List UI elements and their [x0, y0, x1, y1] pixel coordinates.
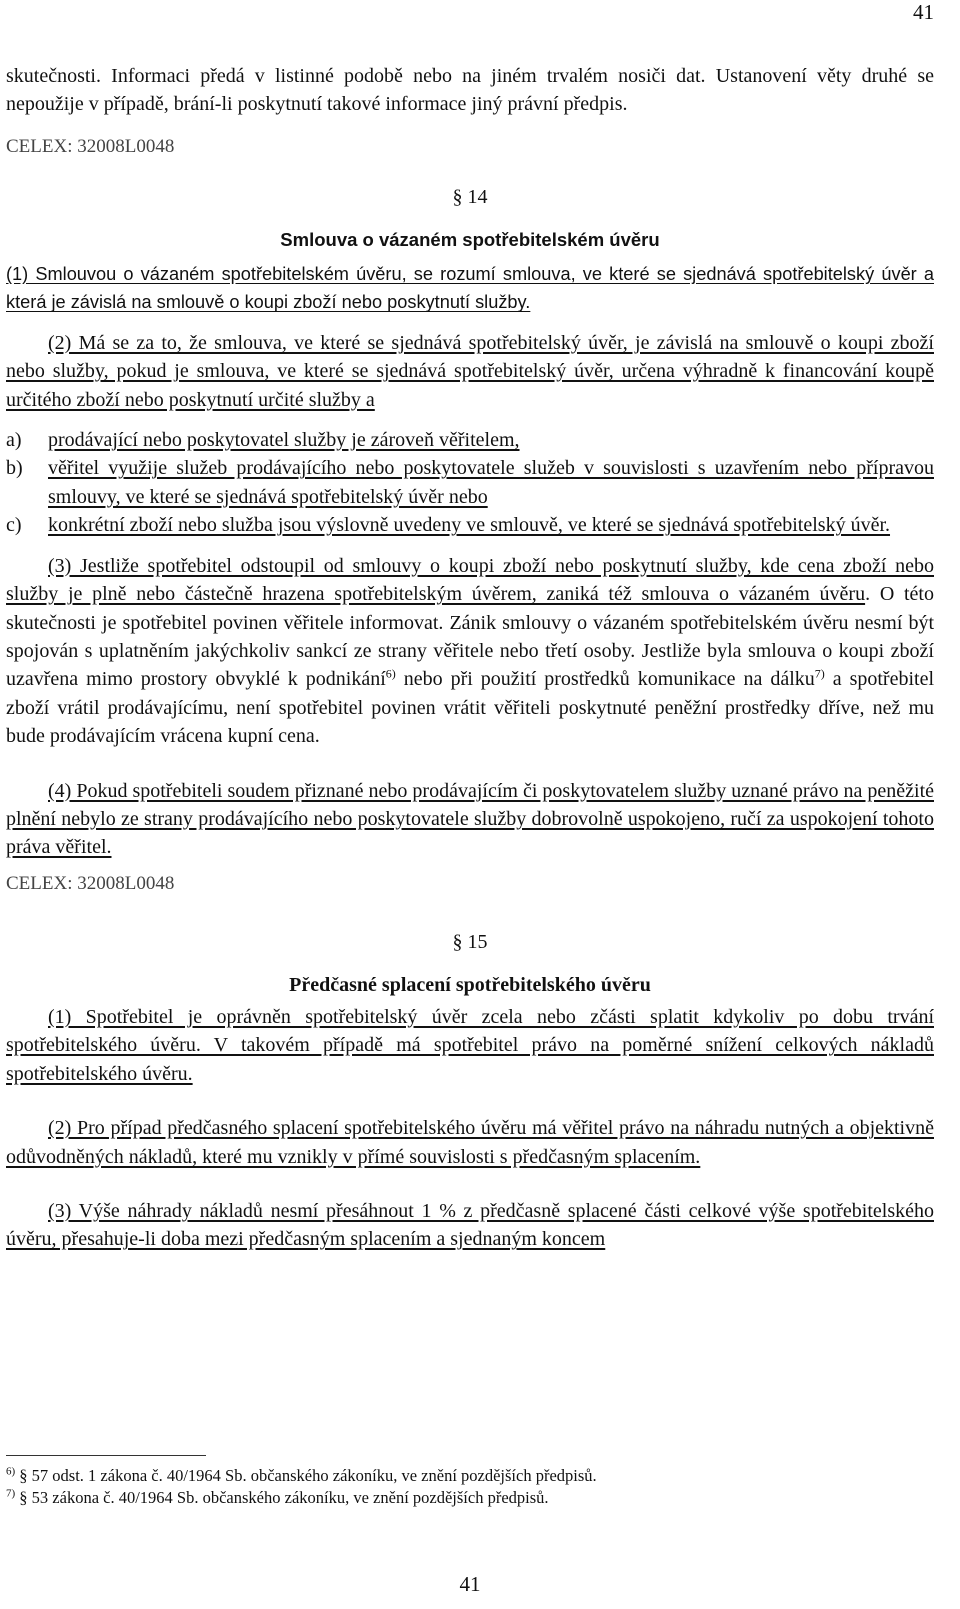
section-14-title: Smlouva o vázaném spotřebitelském úvěru	[280, 228, 660, 250]
page-number-top: 41	[913, 0, 934, 24]
celex-reference: CELEX: 32008L0048	[6, 135, 175, 157]
page-number-bottom: 41	[459, 1572, 481, 1596]
section-14-number: § 14	[452, 186, 488, 209]
footnote-text: § 57 odst. 1 zákona č. 40/1964 Sb. občanského zákoníku, ve znění pozdějších předpisů.	[19, 1466, 597, 1485]
s14-paragraph-4: (4) Pokud spotřebiteli soudem přiznané nebo prodávajícím či poskytovatelem služby uznané právo na peněžité plnění nebylo ze strany prodávajícího nebo poskytovatele služby dobrovolně uspokojeno, ručí za uspokojení tohoto práva věřitel.	[6, 779, 934, 859]
s14-p3-text-b: nebo při použití prostředků komunikace na dálku	[395, 668, 815, 691]
s14-p3-text-a: . O této skutečnosti je spotřebitel povinen věřitele informovat. Zánik smlouvy o vázaném spotřebitelském úvěru nesmí být spojován s uplatněním jakýchkoliv sankcí ze strany věřitele nebo třetí osoby. Jestliže byla smlouva o koupi zboží uzavřena mimo prostory obvyklé k podnikání	[6, 583, 934, 691]
footnote-6	[6, 1465, 934, 1487]
list-item	[6, 454, 934, 511]
s14-paragraph-1	[6, 260, 934, 317]
intro-paragraph: skutečnosti. Informaci předá v listinné podobě nebo na jiném trvalém nosiči dat. Ustanovení věty druhé se nepoužije v případě, brání-li poskytnutí takové informace jiný právní předpis.	[6, 65, 934, 116]
s14-paragraph-2: (2) Má se za to, že smlouva, ve které se sjednává spotřebitelský úvěr, je závislá na smlouvě o koupi zboží nebo služby, pokud je smlouva, ve které se sjednává spotřebitelský úvěr, určena výhradně k financování koupě určitého zboží nebo poskytnutí určité služby a	[6, 331, 934, 411]
s15-paragraph-2: (2) Pro případ předčasného splacení spotřebitelského úvěru má věřitel právo na náhradu nutných a objektivně odůvodněných nákladů, které mu vznikly v přímé souvislosti s předčasným splacením.	[6, 1117, 934, 1168]
list-item	[6, 426, 934, 454]
document-body	[6, 62, 934, 1254]
list-item-text: věřitel využije služeb prodávajícího nebo poskytovatele služeb v souvislosti s uzavřením nebo přípravou smlouvy, ve které se sjednává spotřebitelský úvěr nebo	[48, 457, 934, 508]
footnote-mark: 7)	[6, 1487, 16, 1500]
footnotes	[6, 1465, 934, 1509]
footnote-divider	[6, 1455, 206, 1456]
footnote-7	[6, 1487, 934, 1509]
section-15-number: § 15	[452, 931, 488, 954]
s15-paragraph-1: (1) Spotřebitel je oprávněn spotřebitelský úvěr zcela nebo zčásti splatit kdykoliv po dobu trvání spotřebitelského úvěru. V takovém případě má spotřebitel právo na poměrné snížení celkových nákladů spotřebitelského úvěru.	[6, 1005, 934, 1085]
s14-p3-underlined: (3) Jestliže spotřebitel odstoupil od smlouvy o koupi zboží nebo poskytnutí služby, kde cena zboží nebo služby je plně nebo částečně hrazena spotřebitelským úvěrem, zaniká též smlouva o vázaném úvěru	[6, 554, 934, 606]
s14-p1-text: (1) Smlouvou o vázaném spotřebitelském úvěru, se rozumí smlouva, ve které se sjednává spotřebitelský úvěr a která je závislá na smlouvě o koupi zboží nebo poskytnutí služby.	[6, 264, 934, 313]
document-page	[6, 0, 934, 1609]
list-item	[6, 511, 934, 539]
s14-p3-text-c: a spotřebitel zboží vrátil prodávajícímu, není spotřebitel povinen vrátit věřiteli poskytnuté peněžní prostředky dříve, než mu bude prodávajícím vrácena kupní cena.	[6, 668, 934, 748]
footnote-mark: 6)	[6, 1465, 16, 1478]
list-item-label: a)	[6, 429, 22, 452]
list-item-text: prodávající nebo poskytovatel služby je zároveň věřitelem,	[48, 429, 520, 452]
footnote-text: § 53 zákona č. 40/1964 Sb. občanského zákoníku, ve znění pozdějších předpisů.	[19, 1488, 549, 1507]
list-item-label: b)	[6, 457, 23, 480]
list-item-text: konkrétní zboží nebo služba jsou výslovně uvedeny ve smlouvě, ve které se sjednává spotřebitelský úvěr.	[48, 514, 891, 537]
list-item-label: c)	[6, 514, 22, 537]
footnote-ref-6[interactable]: 6)	[385, 666, 396, 681]
celex-reference: CELEX: 32008L0048	[6, 872, 175, 894]
section-15-title: Předčasné splacení spotřebitelského úvěru	[289, 973, 651, 996]
s14-paragraph-3	[6, 552, 934, 751]
s15-paragraph-3: (3) Výše náhrady nákladů nesmí přesáhnout 1 % z předčasně splacené části celkové výše spotřebitelského úvěru, přesahuje-li doba mezi předčasným splacením a sjednaným koncem	[6, 1200, 934, 1251]
s14-conditions-list	[6, 426, 934, 540]
footnote-ref-7[interactable]: 7)	[814, 666, 825, 681]
